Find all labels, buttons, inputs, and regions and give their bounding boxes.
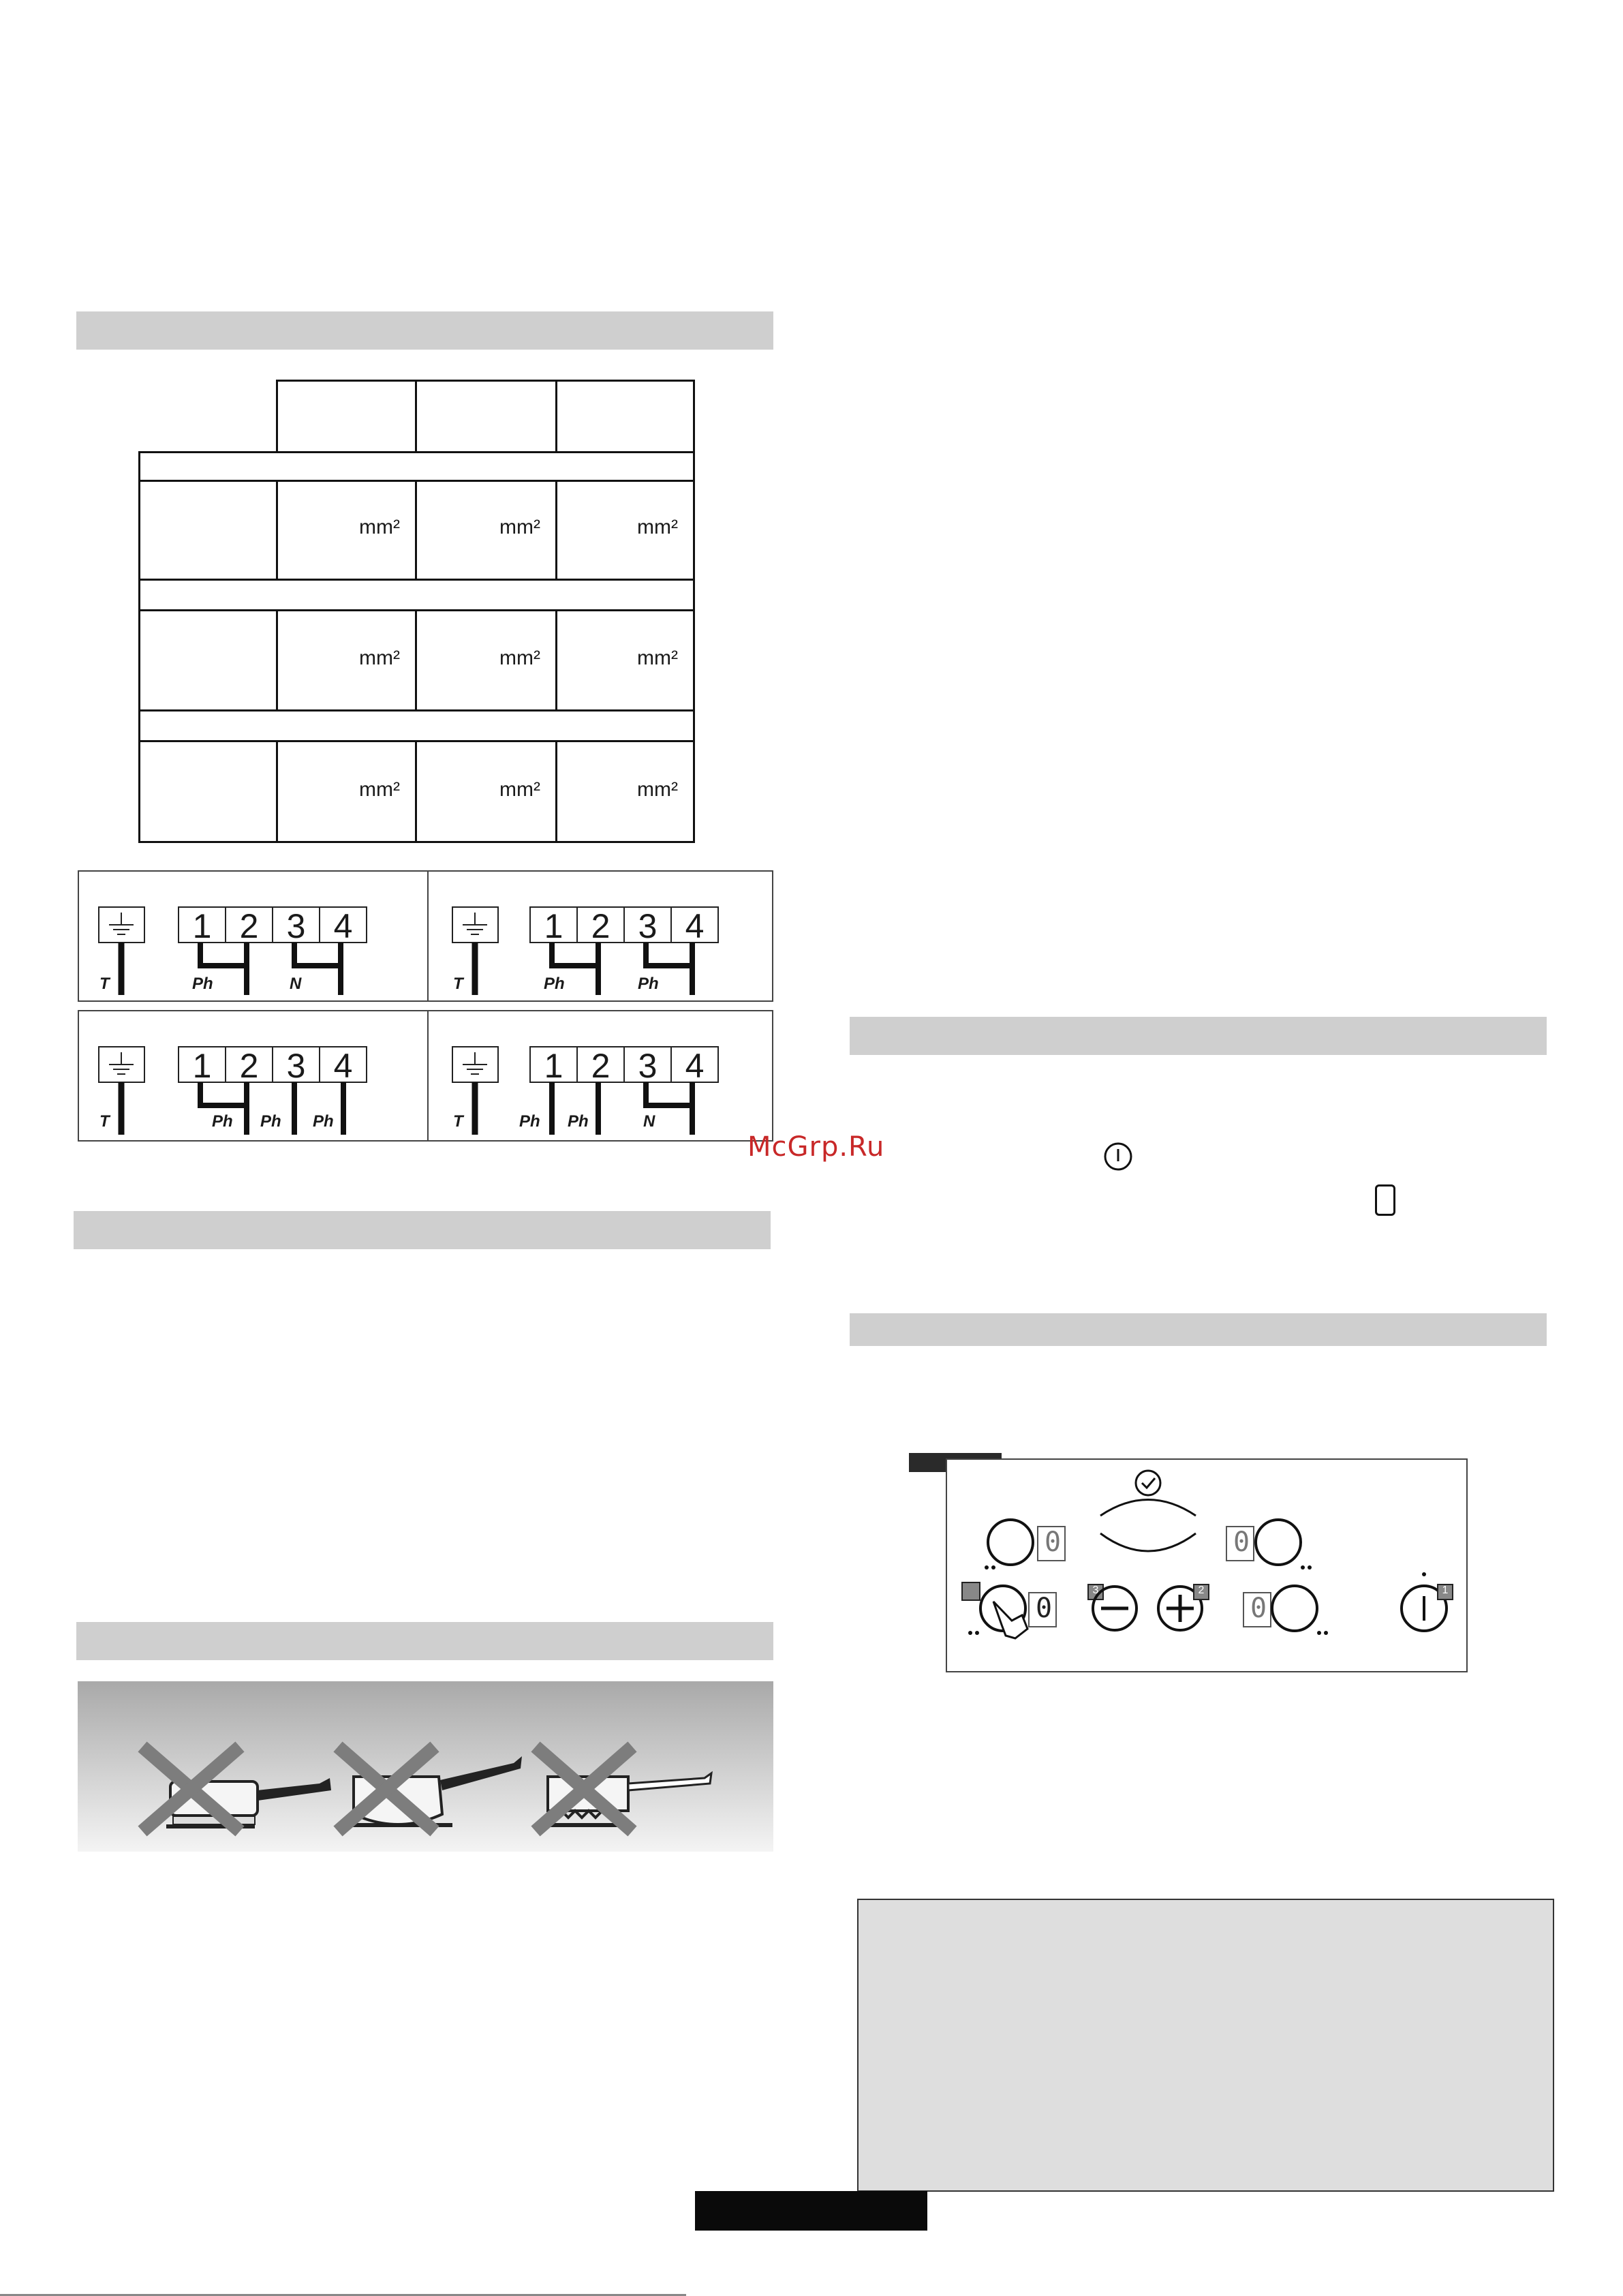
table-header-cell [415,380,557,453]
slider-arc-bottom [1100,1533,1196,1551]
section-header-bar-2 [74,1211,771,1249]
slider-arc-top [1100,1500,1196,1516]
wrong-pan-icon [338,1747,522,1831]
pointing-hand-icon [993,1602,1027,1638]
table-header-cell [555,380,695,453]
highlight-marker [962,1582,980,1600]
earth-label: T [453,1112,463,1131]
digit-display: 0 [1044,1527,1062,1558]
power-icon [1102,1141,1134,1172]
badge-label: 2 [1198,1585,1205,1596]
table-group-row [138,709,695,742]
control-panel-svg [947,1460,1466,1671]
terminal-numbers-a: 1 2 3 4 [192,907,353,945]
wire-label: Ph [519,1112,540,1131]
terminal-numbers-c: 1 2 3 4 [192,1047,353,1085]
table-row-label [138,480,278,581]
wrong-pan-icon [142,1747,331,1831]
wire-label: Ph [192,975,213,993]
digit-display: 0 [1233,1527,1250,1558]
table-cell: mm² [555,740,695,843]
note-box [857,1899,1554,2192]
section-header-bar-switch-on [850,1017,1547,1055]
table-cell: mm² [415,609,557,711]
wire-label: Ph [313,1112,334,1131]
table-row-label [138,609,278,711]
table-cell: mm² [415,480,557,581]
digit-display: 0 [1035,1593,1053,1624]
table-header-cell [276,380,417,453]
table-group-row [138,579,695,611]
page-number-bar [695,2191,927,2231]
wire-label: Ph [212,1112,233,1131]
earth-label: T [99,1112,110,1131]
zero-display-icon [1375,1184,1395,1216]
wire-label: Ph [260,1112,281,1131]
badge-label: 3 [1092,1585,1099,1596]
digit-display: 0 [1250,1593,1267,1624]
table-cell: mm² [276,609,417,711]
wire-label: N [290,975,302,993]
cookware-illustration [78,1681,773,1852]
terminal-numbers-d: 1 2 3 4 [544,1047,705,1085]
zone-key-rear-left [988,1520,1033,1565]
watermark: McGrp.Ru [747,1131,885,1163]
wire-label: N [643,1112,655,1131]
table-group-row [138,451,695,482]
wire-label: Ph [568,1112,589,1131]
table-cell: mm² [415,740,557,843]
cable-section-table [138,380,695,843]
table-cell: mm² [555,609,695,711]
wire-label: Ph [638,975,659,993]
earth-icon [463,1052,487,1074]
section-header-bar-controls [850,1313,1547,1346]
table-cell: mm² [555,480,695,581]
wrong-pan-icon [536,1747,711,1831]
timer-icon [1136,1471,1160,1495]
zone-key-front-right [1272,1586,1317,1631]
earth-label: T [99,975,110,993]
zone-key-rear-right [1256,1520,1301,1565]
earth-icon [109,913,134,934]
terminal-numbers-b: 1 2 3 4 [544,907,705,945]
control-panel-diagram [946,1458,1468,1672]
badge-label: 1 [1442,1585,1449,1596]
earth-icon [463,913,487,934]
table-cell: mm² [276,740,417,843]
section-header-bar-cookware [76,1622,773,1660]
section-header-bar-electrical [76,311,773,350]
wrong-pan-icons [78,1681,773,1852]
table-cell: mm² [276,480,417,581]
earth-icon [109,1052,134,1074]
wire-label: Ph [544,975,565,993]
table-row-label [138,740,278,843]
earth-label: T [453,975,463,993]
